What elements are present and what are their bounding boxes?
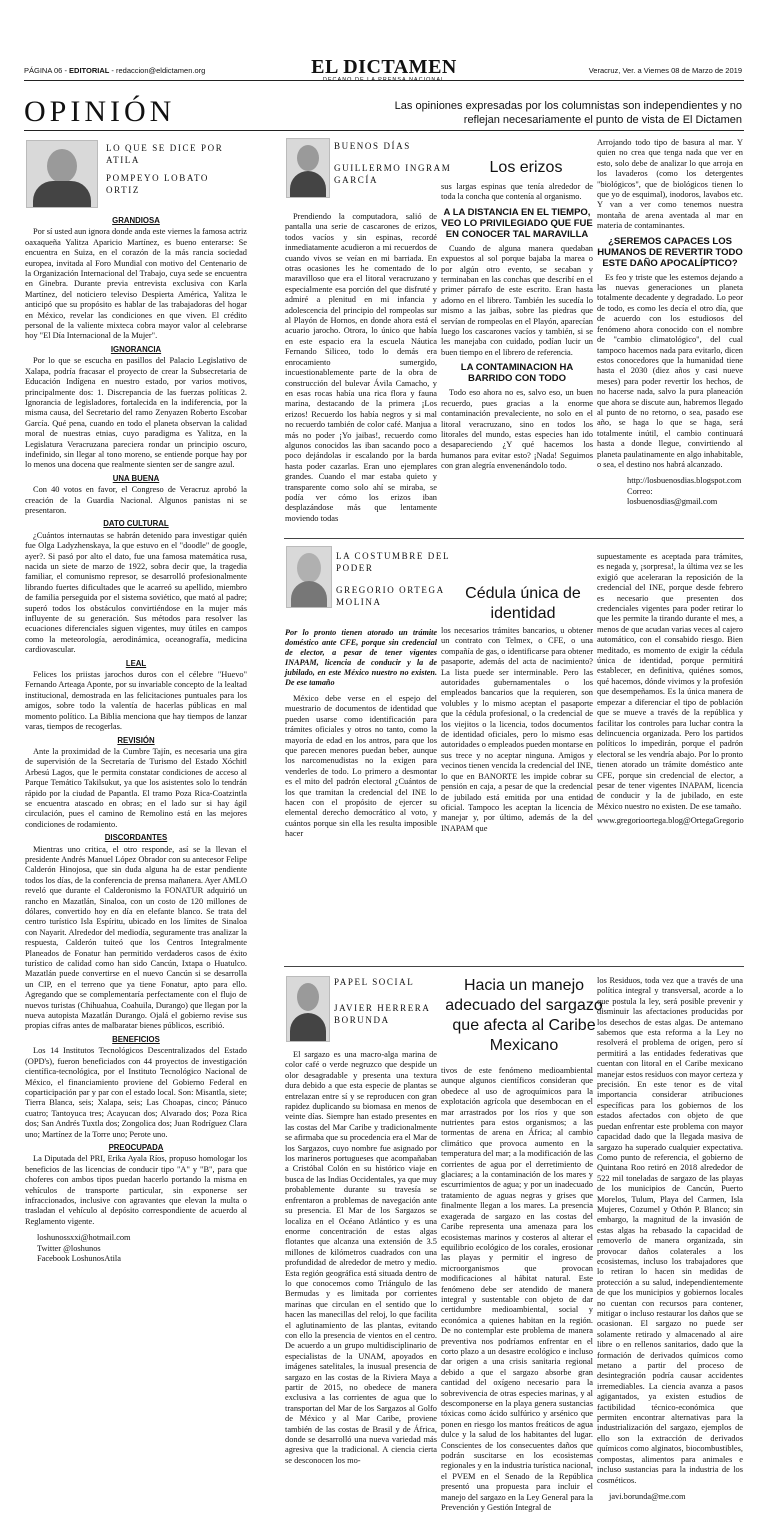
column-atila-body: [25, 213, 247, 1475]
cedula-col1: Por lo pronto tienen atorado un trámite doméstico ante CFE, porque sin credencial de elector, a pesar de tener vigentes INAPAM, licencia de conducir y la de jubilado, en este México nuestro no existen. De ese tamaño México debe verse en el espejo del muestrario de documentos de identidad que pueden usarse como identificación para trámites oficiales y otros no tanto, como la mayoría de edad en los antros, para que los que parecen menores puedan beber, aunque los narcomenudistas no la exigen para venderles de todo. Lo primero a desmontar es el mito del padrón electoral ¿Cuántos de los que tramitan la credencial del INE lo hacen con el propósito de ejercer su elemental derecho democrático al voto, y cuántos porque sin ella les resulta imposible hacer: [285, 628, 437, 839]
erizos-blog-url[interactable]: http://losbuenosdias.blogspot.com: [627, 476, 742, 486]
column-header-costumbre: [336, 550, 456, 608]
column-subhead: PREOCUPADA: [108, 1142, 164, 1152]
column-paragraph: ¿Cuántos internautas se habrán detenido para investigar quién fue Olga Ladyzhenskaya, la que estuvo en el "doodle" de google, ayer?. Si pasó por alto el dato, fue una famosa matemática rusa, nacida un siete de marzo de 1922, sobra decir que, la tragedia familiar, el comunismo represor, se desarrolló profesionalmente librando fuertes dificultades que le acarreó su apellido, miembro de familia perseguida por el sistema soviético, que mató al padre; superó todos los obstáculos convirtiéndose en la mujer más influyente de su generación. Sus métodos para resolver las ecuaciones diferenciales siguen vigentes, muy útiles en campos como la meteorología, aerodinámica, oceanografía, medicina cardiovascular.: [25, 530, 247, 655]
sargazo-email[interactable]: javi.borunda@me.com: [609, 1491, 686, 1501]
column-paragraph: Ante la proximidad de la Cumbre Tajín, es necesaria una gira de supervisión de la Secretaría de Turismo del Estado Xóchitl Arbesú Lagos, que le permita constatar condiciones de acceso al Parque Temático Takilsukut, ya que los asistentes solo lo tendrán rápido por la ciudad de Papantla. El tramo Poza Rica-Coatzintla se encuentra atascado en obras; en el lado sur si hay ágil circulación, pues el camino de Remolino está en las mejores condiciones de rodamiento.: [25, 746, 247, 829]
cedula-blog-url[interactable]: www.gregorioortega.blog: [597, 816, 683, 826]
page-title: OPINIÓN: [24, 95, 176, 128]
column-subhead: LEAL: [125, 658, 147, 668]
section-name: EDITORIAL: [69, 66, 110, 75]
masthead-name: EL DICTAMEN: [311, 56, 457, 78]
erizos-col2: sus largas espinas que tenía alrededor de toda la concha que contenía al organismo. A LA DISTANCIA EN EL TIEMPO, VEO LO PRIVILEGIADO QUE FUE EN CONOCER TAL MARAVILLA Cuando de alguna manera quedaban expuestos al sol porque bajaba la marea o por algún otro evento, se secaban y terminaban en las conchas que describí en el primer párrafo de este escrito. Eran hasta adorno en el librero. También les sucedía lo mismo a las jaibas, sobre las piedras que servían de rompeolas en el Playón, aparecían luego los cascarones vacíos y también, si se les manejaba con cuidado, podían lucir un buen tiempo en el librero de referencia. LA CONTAMINACION HA BARRIDO CON TODO Todo eso ahora no es, salvo eso, un buen recuerdo, pues gracias a la enorme contaminación prevaleciente, no solo en el litoral veracruzano, sino en todos los litorales del mundo, estas especies han ido desapareciendo ¿Y qué hacemos los humanos para evitar esto? ¡Nada! Seguimos con gran alegría envenenándolo todo.: [441, 182, 593, 471]
title-rule: [24, 130, 744, 131]
column-paragraph: Por lo que se escucha en pasillos del Palacio Legislativo de Xalapa, podría fracasar el proyecto de crear la Subsecretaria de Educación Indígena en nuestro estado, por varios motivos, principalmente dos: 1. Discrepancia de las fuerzas políticas 2. Ignorancia de legisladores, fortalecida en la indiferencia, por la misma causa, del Secretario del ramo Zenyazen Roberto Escobar García. Qué pena, cuando en todo el planeta observan la calidad moral de nuestras etnias, cuyo paradigma es Yalitza, en la Legislatura Veracruzana pareciera rondar un principio oscuro, indefinido, sin llegar al tono moreno, se entiende porque hay por lo menos una docena que realmente sienten ser de sangre azul.: [25, 356, 247, 470]
erizos-subhead-3: ¿SEREMOS CAPACES LOS HUMANOS DE REVERTIR TODO ESTE DAÑO APOCALÍPTICO?: [597, 235, 743, 269]
column-kicker: PAPEL SOCIAL: [334, 977, 415, 987]
column-paragraph: Felices los priistas jarochos duros con el célebre "Huevo" Fernando Arteaga Aponte, por su invariable concepto de la lealtad institucional, demostrada en las felicitaciones puntuales para los amigos, sobre todo la valentía de hacerlas públicas en mal momento político. La Biblia menciona que hay tiempos de lanzar varas, tiempos de recogerlas.: [25, 670, 247, 732]
column-subhead: GRANDIOSA: [112, 216, 160, 225]
column-author: JAVIER HERRERA BORUNDA: [334, 1003, 430, 1025]
sargazo-col3: los Residuos, toda vez que a través de una política integral y transversal, acorde a lo que postula la ley, será posible prevenir y disminuir las afectaciones producidas por los desechos de estas algas. De antemano sabemos que esta reforma a la Ley no resolverá el problema de origen, pero sí permitirá a las entidades federativas que cuentan con litoral en el Caribe mexicano manejar estos residuos con mayor certeza y precisión. En este tenor es de vital importancia considerar atribuciones específicas para los gobiernos de los estados afectados con objeto de que puedan enfrentar este problema con mayor capacidad dado que la llegada masiva de sargazo ha superado cualquier expectativa. Como punto de referencia, el gobierno de Quintana Roo retiró en 2018 alrededor de 522 mil toneladas de sargazo de las playas de los municipios de Cancún, Puerto Morelos, Tulum, Playa del Carmen, Isla Mujeres, Cozumel y Othón P. Blanco; sin embargo, la magnitud de la invasión de estas algas ha rebasado la capacidad de removerlo de manera organizada, sin provocar daños colaterales a los ecosistemas, incluso los trabajadores que lo retiran lo hacen sin medidas de protección a su salud, independientemente de que los municipios y gobiernos locales no cuentan con recursos para contener, mitigar o incluso restaurar los daños que se ocasionan. El sargazo no puede ser solamente retirado y almacenado al aire libre o en rellenos sanitarios, dado que la formación de derivados químicos como metano a partir del proceso de desintegración podría causar accidentes irremediables. La ciencia avanza a pasos agigantados, ya existen estudios de factibilidad técnico-económica que permiten encontrar alternativas para la industrialización del sargazo, ejemplos de ello son la extracción de derivados químicos como alginatos, biocombustibles, compostas, alimentos para animales e incluso sustancias para la industria de los cosméticos. javi.borunda@me.com: [597, 976, 743, 1501]
sargazo-col1: El sargazo es una macro-alga marina de color café o verde negruzco que despide un olor desagradable y presenta una textura dura debido a que esta especie de plantas se entrelazan entre sí y se reproducen con gran rapidez duplicando su biomasa en menos de veinte días. Siempre han estado presentes en las costas del Mar Caribe y tradicionalmente se afirmaba que su procedencia era el Mar de los Sargazos, cuyo nombre fue asignado por los marineros portugueses que acompañaban a Cristóbal Colón en su histórico viaje en busca de las Indias Occidentales, ya que muy probablemente durante su travesía se enfrentaron a problemas de navegación ante su presencia. El Mar de los Sargazos se localiza en el Océano Atlántico y es una enorme concentración de estas algas flotantes que alcanza una extensión de 3.5 millones de kilómetros cuadrados con una profundidad de alrededor de metro y medio. Esta región geográfica está situada dentro de lo que conocemos como Triángulo de las Bermudas y es limitada por corrientes marinas que circulan en el sentido que lo hacen las manecillas del reloj, lo que facilita el aglutinamiento de las plantas, evitando con ello la presencia de vientos en el centro. De acuerdo a un grupo multidisciplinario de especialistas de la UNAM, apoyados en imágenes satelitales, la inusual presencia de sargazo en las costas de la Riviera Maya a partir de 2015, no obedece de manera exclusiva a las corrientes de agua que lo transportan del Mar de los Sargazos al Golfo de México y al Mar Caribe, proviene también de las costas de Brasil y de África, donde se desarrolló una nueva variedad más agresiva que la tradicional. A ciencia cierta se desconocen los mo-: [285, 1050, 437, 1465]
column-author: GREGORIO ORTEGA MOLINA: [336, 585, 445, 607]
masthead: [300, 56, 468, 83]
author-photo-javier: [286, 976, 330, 1042]
author-photo-pompeyo: [26, 140, 98, 208]
erizos-subhead-2: LA CONTAMINACION HA BARRIDO CON TODO: [460, 362, 574, 385]
column-signature-line[interactable]: loshunossxxi@hotmail.com: [37, 1233, 131, 1243]
article-divider: [284, 966, 744, 967]
editorial-email[interactable]: redaccion@eldictamen.org: [115, 66, 206, 75]
author-photo-guillermo: [286, 138, 330, 198]
column-kicker: LO QUE SE DICE POR ATILA: [106, 143, 224, 165]
column-signature-line[interactable]: Facebook LoshunosAtila: [37, 1254, 121, 1263]
column-signature: [25, 1233, 247, 1264]
column-subhead: UNA BUENA: [112, 473, 160, 483]
cedula-twitter[interactable]: @OrtegaGregorio: [682, 816, 744, 826]
column-subhead: DATO CULTURAL: [103, 519, 169, 529]
erizos-col3: Arrojando todo tipo de basura al mar. Y quien no crea que tenga nada que ver en esto, solo debe de analizar lo que arroja en los lavaderos (como los detergentes "biológicos", que de biológicos tienen lo que yo de esquimal), inodoros, lavabos etc. Y van a ver como tenemos nuestra montaña de arena aventada al mar en materia de contaminantes. ¿SEREMOS CAPACES LOS HUMANOS DE REVERTIR TODO ESTE DAÑO APOCALÍPTICO? Es feo y triste que les estemos dejando a las nuevas generaciones un planeta totalmente decadente y degradado. Lo peor de todo, es como les decía el otro día, que de acuerdo con los estudiosos del fenómeno ahora conocido con el nombre de "cambio climatológico", del cual tampoco hacemos nada para evitarlo, dicen estos conocedores que la humanidad tiene hasta el 2030 (diez años y casi nueve meses) para poder revertir los hechos, de no hacerse nada, salvo la pura planeación que ahora se discute aun, habremos llegado al punto de no retorno, o sea, pasado ese año, se haga lo que se haga, será totalmente inútil, el cambio continuará hasta a donde llegue, convirtiendo al planeta paulatinamente en algo inhabitable, o sea, el destino nos habrá alcanzado. http://losbuenosdias.blogspot.com Correo: losbuenosdias@gmail.com: [597, 138, 743, 507]
column-author: POMPEYO LOBATO ORTIZ: [106, 173, 209, 195]
column-author: GUILLERMO INGRAM GARCÍA: [334, 163, 452, 185]
column-signature-line[interactable]: Twitter @loshunos: [37, 1243, 101, 1253]
dateline: Veracruz, Ver. a Viernes 08 de Marzo de 2019: [588, 66, 742, 75]
column-paragraph: Mientras uno critica, el otro responde, así se la llevan el presidente Andrés Manuel López Obrador con su antecesor Felipe Calderón Hinojosa, que sin duda alguna ha de estar pendiente todos los días, de la conferencia de prensa mañanera. Ayer AMLO reveló que durante el Calderonismo la FONATUR adquirió un rancho en Mazatlán, Sinaloa, con un costo de 120 millones de dólares, convertido hoy en día en elefante blanco. Se trata del centro turístico Isla Espíritu, ubicado en los límites de Sinaloa con Nayarit. Alrededor del mediodía, seguramente tras analizar la respuesta, Calderón tuiteó que los Centros Integralmente Planeados de Fonatur han permitido verdaderos casos de éxito turístico de calidad como han sido Cancún, Ixtapa o Huatulco. Mazatlán puede convertirse en el nuevo Cancún si se desarrolla un CIP, en el terreno que ya tiene Fonatur, apto para ello. Agregando que se complementaría perfectamente con el flujo de nuevos turistas (Chihuahua, Coahuila, Durango) que llegan por la nueva autopista Mazatlán Durango. Ojalá el gobierno revise sus propias cifras antes de malbaratar bienes públicos, escribió.: [25, 844, 247, 1031]
header-left: PÁGINA 06 - EDITORIAL - redaccion@eldictamen.org: [24, 66, 206, 75]
header-rule: [24, 80, 744, 81]
page-number: PÁGINA 06: [24, 66, 63, 75]
column-subhead: REVISIÓN: [117, 735, 155, 745]
erizos-subhead-1: A LA DISTANCIA EN EL TIEMPO, VEO LO PRIVILEGIADO QUE FUE EN CONOCER TAL MARAVILLA: [441, 206, 593, 240]
cedula-signature: [597, 816, 743, 826]
column-paragraph: La Diputada del PRI, Erika Ayala Ríos, propuso homologar los beneficios de las licencias de conducir tipo "A" y "B", para que choferes con ambos tipos puedan hacerlo portando la misma en vehículos de transporte particular, sin exponerse ser infraccionados, inclusive con agravantes que elevan la multa o trasladan el vehículo al depósito correspondiente de acuerdo al Reglamento vigente.: [25, 1154, 247, 1226]
column-subhead: IGNORANCIA: [110, 344, 162, 354]
article-title-erizos: Los erizos: [489, 159, 563, 176]
column-header-atila: [106, 142, 246, 196]
column-kicker: LA COSTUMBRE DEL PODER: [336, 551, 450, 573]
column-kicker: BUENOS DÍAS: [334, 141, 411, 151]
cedula-col2: los necesarios trámites bancarios, u obtener un contrato con Telmex, o CFE, o una compañía de gas, o identificarse para obtener pasaporte, además del acta de nacimiento? La lista puede ser interminable. Pero las autoridades gubernamentales o los empleados bancarios que la requieren, son volubles y lo mismo aceptan el pasaporte que la cédula profesional, o la credencial de los viejitos o la licencia, todos documentos de identidad oficiales, pero lo mismo esas autoridades o empleados pueden montarse en sus trece y no aceptar ninguna. Amigos y vecinos tienen vencida la credencial del INE, lo que en BANORTE les impide cobrar su pensión en caja, a pesar de que la credencial de jubilado está emitida por una entidad oficial. Tampoco les aceptan la licencia de manejar y, por último, además de la del INAPAM que: [441, 626, 593, 833]
erizos-email[interactable]: Correo: losbuenosdias@gmail.com: [627, 486, 718, 507]
sargazo-col2: tivos de este fenómeno medioambiental aunque algunos científicos consideran que obedece al uso de agroquímicos para la explotación agrícola que desembocan en el mar arrastrados por los ríos y que son nutrientes para estos organismos; a las tormentas de arena en África; al cambio climático que provoca aumento en la temperatura del mar; a la modificación de las corrientes de agua por el derretimiento de glaciares; a la contaminación de los mares y escurrimientos de agua; y por un inadecuado tratamiento de aguas negras y grises que finalmente llegan a los mares. La presencia exagerada de sargazo en las costas del Caribe representa una amenaza para los ecosistemas marinos y costeros al alterar el equilibrio ecológico de los corales, erosionar las playas y permitir el ingreso de microorganismos que provocan modificaciones al hábitat natural. Este fenómeno debe ser atendido de manera integral y sustentable con objeto de dar certidumbre medioambiental, social y económica a quienes habitan en la región. De no contemplar este problema de manera preventiva nos podríamos enfrentar en el corto plazo a un desastre ecológico e incluso dar origen a una crisis sanitaria regional debido a que el sargazo absorbe gran cantidad del oxígeno necesario para la sobrevivencia de otras especies marinas, y al descomponerse en la playa genera sustancias tóxicas como ácido sulfúrico y arsénico que ponen en riesgo los mantos freáticos de agua dulce y la salud de los habitantes del lugar. Conscientes de los consecuentes daños que podrán suscitarse en los ecosistemas regionales y en la industria turística nacional, el PVEM en el Senado de la República presentó una propuesta para incluir el manejo del sargazo en la Ley General para la Prevención y Gestión Integral de: [441, 1066, 593, 1513]
column-subhead: BENEFICIOS: [112, 1034, 160, 1044]
article-title-sargazo: Hacia un manejo adecuado del sargazo que afecta al Caribe Mexicano: [445, 977, 603, 1054]
column-paragraph: Los 14 Institutos Tecnológicos Descentralizados del Estado (OPD's), fueron beneficiados con 44 proyectos de investigación científica-tecnológica, por el Instituto Tecnológico Nacional de México, el financiamiento proviene del Gobierno Federal en coparticipación par y par con el estado local. Son: Misantla, siete; Tierra Blanca, seis; Xalapa, seis; Las Choapas, cinco; Pánuco cuatro; Tantoyuca tres; Acayucan dos; Alvarado dos; Poza Rica dos; San Andrés Tuxtla dos; Zongolica dos; Juan Rodríguez Clara uno; Martínez de la Torre uno; Perote uno.: [25, 1046, 247, 1139]
column-subhead: DISCORDANTES: [104, 833, 168, 843]
column-header-papel-social: [334, 976, 454, 1026]
disclaimer: Las opiniones expresadas por los columnistas son independientes y no reflejan necesariamente el punto de vista de El Dictamen: [394, 100, 742, 126]
column-paragraph: Con 40 votos en favor, el Congreso de Veracruz aprobó la creación de la Guardia Nacional. Algunos panistas ni se presentaron.: [25, 485, 247, 515]
article-divider: [284, 538, 744, 539]
author-photo-gregorio: [286, 546, 332, 608]
erizos-col1: Prendiendo la computadora, salió de pantalla una serie de cascarones de erizos, todos vacíos y sin espinas, recordé inmediatamente acudieron a mi recuerdos de cuando vivos se veían en mi barriada. En otras ocasiones les he comentado de lo maravilloso que era el litoral veracruzano y especialmente esa porción del que disfruté y admiré a plenitud en mi infancia y adolescencia del principio del rompeolas sur al Playón de Hornos, en donde ahora está el acuario jarocho. Otrora, lo único que había en este espacio era la escuela Náutica Fernando Siliceo, todo lo demás era enrocamiento sumergido, incuestionablemente parte de la obra de construcción del bulevar Ávila Camacho, y en esas rocas había una rica flora y fauna marina, destacando de la primera ¡Los erizos! Recuerdo los había negros y si mal no recuerdo también de color café. Manjua a más no poder ¡Yo jaibas!, recuerdo como algunos conocidos las iban sacando poco a poco dejándolas ir escalando por la barda hasta poder cazarlas. Eran uno ejemplares grandes. Cuando el mar estaba quieto y transparente como solo ahí se miraba, se podía ver cómo los erizos iban desplazándose más que lentamente moviendo todas: [285, 212, 437, 523]
column-paragraph: Por sí usted aun ignora donde anda este viernes la famosa actriz oaxaqueña Yalitza Aparicio Martínez, es bueno enterarse: Se encuentra en Suiza, en el corazón de la más rancia sociedad europea, invitada al Foro Mundial con motivo del Centenario de la Organización Internacional del Trabajo, cuya sede se encuentra en Ginebra. Durante previa entrevista exclusiva con Karla Martínez, del noticiero televiso Despierta América, Yalitza le anticipó que su propósito es hablar de las trabajadoras del hogar en México, revelar las condiciones en que viven. El crédito personal de la valiente mixteca cobra mayor valor al celebrarse hoy "El Día Internacional de la Mujer".: [25, 227, 247, 341]
cedula-col3: supuestamente es aceptada para trámites, es negada y, ¡sorpresa!, la última vez se les exigió que aceleraran la reposición de la credencial del INE, porque desde febrero es necesario que presenten dos credenciales vigentes para poder retirar lo que les permite la tirando durante el mes, a menos de que acudan varias veces al cajero automático, con el consabido riesgo. Bien meditado, es momento de exigir la cédula única de identidad, porque permitirá establecer, en definitiva, quiénes somos, qué hacemos, dónde vivimos y la profesión que desempeñamos. Es la única manera de empezar a diferenciar el tipo de población que se mueve a través de la república y facilitar los controles para luchar contra la delincuencia organizada. Pero los partidos políticos lo impedirán, porque el padrón electoral se les vendría abajo. Por lo pronto tienen atorado un trámite doméstico ante CFE, porque sin credencial de elector, a pesar de tener vigentes INAPAM, licencia de conducir y la de jubilado, en este México nuestro no existen. De ese tamaño. www.gregorioortega.blog @OrtegaGregorio: [597, 552, 744, 826]
article-title-cedula: Cédula única de identidad: [465, 585, 581, 622]
cedula-lead: Por lo pronto tienen atorado un trámite doméstico ante CFE, porque sin credencial de elector, a pesar de tener vigentes INAPAM, licencia de conducir y la de jubilado, en este México nuestro no existen. De ese tamaño: [285, 628, 437, 687]
column-header-buenos-dias: [334, 140, 454, 186]
